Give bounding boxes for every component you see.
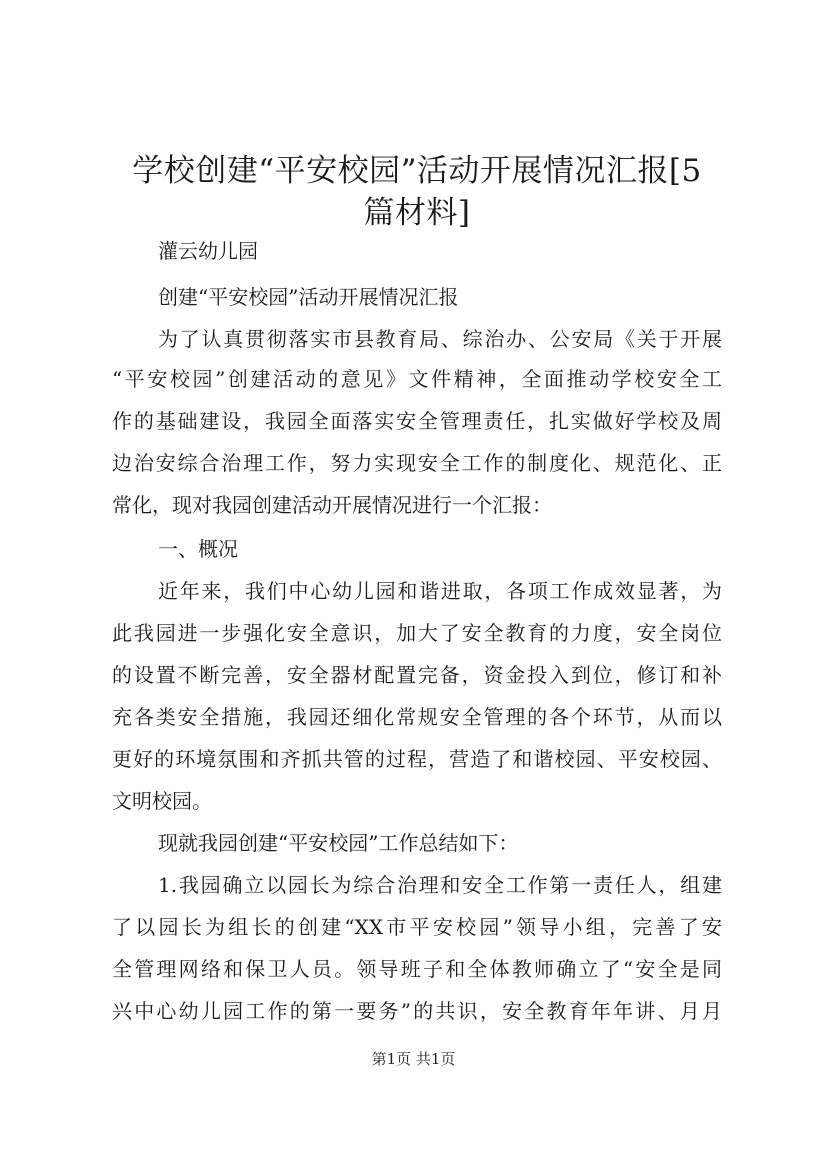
paragraph-line: 的设置不断完善，安全器材配置完备，资金投入到位，修订和补 (112, 663, 722, 687)
paragraph-line: 此我园进一步强化安全意识，加大了安全教育的力度，安全岗位 (112, 621, 722, 645)
paragraph-line: 文明校园。 (112, 789, 212, 813)
page-footer: 第1页 共1页 (371, 1050, 456, 1068)
paragraph-line: 兴中心幼儿园工作的第一要务”的共识，安全教育年年讲、月月 (112, 999, 722, 1023)
paragraph-line: 为了认真贯彻落实市县教育局、综治办、公安局《关于开展 (158, 327, 722, 351)
title-line-1: 学校创建“平安校园”活动开展情况汇报[5 (132, 153, 702, 189)
paragraph-line: 了以园长为组长的创建“XX市平安校园”领导小组，完善了安 (112, 915, 722, 939)
paragraph-line: 1.我园确立以园长为综合治理和安全工作第一责任人，组建 (158, 873, 722, 897)
organization-name: 灌云幼儿园 (158, 239, 258, 263)
paragraph-line: 更好的环境氛围和齐抓共管的过程，营造了和谐校园、平安校园、 (112, 747, 722, 771)
paragraph-line: 全管理网络和保卫人员。领导班子和全体教师确立了“安全是同 (112, 957, 722, 981)
section-heading-overview: 一、概况 (158, 537, 238, 561)
summary-intro: 现就我园创建“平安校园”工作总结如下： (158, 831, 519, 855)
paragraph-line: 边治安综合治理工作，努力实现安全工作的制度化、规范化、正 (112, 451, 722, 475)
report-subtitle: 创建“平安校园”活动开展情况汇报 (158, 285, 459, 309)
paragraph-line: 作的基础建设，我园全面落实安全管理责任，扎实做好学校及周 (112, 409, 722, 433)
title-line-2: 篇材料] (363, 195, 471, 231)
paragraph-line: 常化，现对我园创建活动开展情况进行一个汇报： (112, 493, 552, 517)
paragraph-line: “平安校园”创建活动的意见》文件精神，全面推动学校安全工 (112, 367, 722, 391)
paragraph-line: 近年来，我们中心幼儿园和谐进取，各项工作成效显著，为 (158, 579, 722, 603)
paragraph-line: 充各类安全措施，我园还细化常规安全管理的各个环节，从而以 (112, 705, 722, 729)
